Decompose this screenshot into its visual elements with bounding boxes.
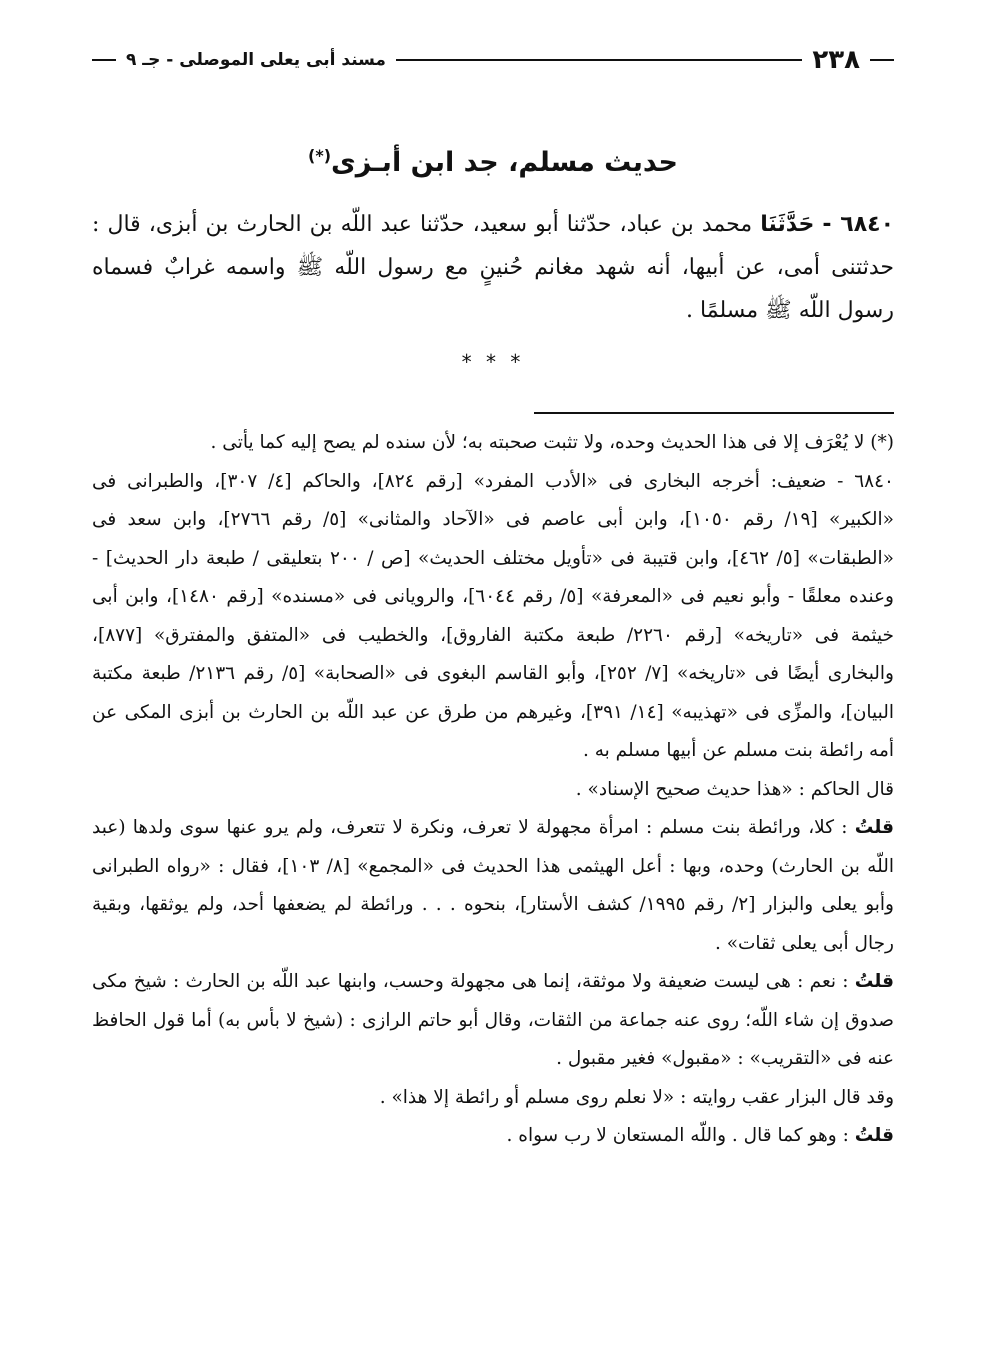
header-dash <box>92 59 116 61</box>
hadith-text: محمد بن عباد، حدّثنا أبو سعيد، حدّثنا عبد اللّه بن الحارث بن أبزى، قال : حدثتنى أمى، عن أبيها، أنه شهد مغانم حُنينٍ مع رسول اللّه ﷺ واسمه غرابٌ فسماه رسول اللّه ﷺ مسلمًا . <box>92 212 894 323</box>
qult-text: : وهو كما قال . واللّه المستعان لا رب سواه . <box>506 1125 849 1146</box>
footnote-chapter: (*) لا يُعْرَف إلا فى هذا الحديث وحده، ولا تثبت صحبته به؛ لأن سنده لم يصح إليه كما يأتى . <box>210 432 894 453</box>
chapter-title: حديث مسلم، جد ابن أبـزى <box>331 147 678 178</box>
footnotes <box>92 424 894 1156</box>
chapter-heading <box>92 136 894 183</box>
header-rule <box>396 59 802 61</box>
hadith-text-block <box>92 203 894 332</box>
footnote-takhrij: ٦٨٤٠ - ضعيف: أخرجه البخارى فى «الأدب المفرد» [رقم ٨٢٤]، والحاكم [٤/ ٣٠٧]، والطبرانى فى «الكبير» [١٩/ رقم ١٠٥٠]، وابن أبى عاصم فى «الآحاد والمثانى» [٥/ رقم ٢٧٦٦]، وابن سعد فى «الطبقات» [٥/ ٤٦٢]، وابن قتيبة فى «تأويل مختلف الحديث» [ص / ٢٠٠ بتعليقى / طبعة دار الحديث] - وعنده معلقًا - وأبو نعيم فى «المعرفة» [٥/ رقم ٦٠٤٤]، والرويانى فى «مسنده» [رقم ١٤٨٠]، وابن أبى خيثمة فى «تاريخه» [رقم ٢٢٦٠/ طبعة مكتبة الفاروق]، والخطيب فى «المتفق والمفترق» [٨٧٧]، والبخارى أيضًا فى «تاريخه» [٧/ ٢٥٢]، وأبو القاسم البغوى فى «الصحابة» [٥/ رقم ٢١٣٦/ طبعة مكتبة البيان]، والمزِّى فى «تهذيبه» [١٤/ ٣٩١]، وغيرهم من طرق عن عبد اللّه بن الحارث بن أبزى المكى عن أمه رائطة بنت مسلم عن أبيها مسلم به . <box>92 470 894 761</box>
hadith-lead-word: حَدَّثَنَا <box>760 212 815 237</box>
footnote-rule <box>534 412 894 414</box>
book-title: مسند أبى يعلى الموصلى - جـ ٩ <box>126 50 386 70</box>
section-separator: * * * <box>461 350 525 374</box>
qult-text: : كلا، ورائطة بنت مسلم : امرأة مجهولة لا تعرف، ونكرة لا تتعرف، ولم يرو عنها سوى ولدها (عبد اللّه بن الحارث) وحده، وبها : أعل الهيثمى هذا الحديث فى «المجمع» [٨/ ١٠٣]، فقال : «رواه الطبرانى وأبو يعلى والبزار [٢/ رقم ١٩٩٥/ كشف الأستار]، بنحوه . . . ورائطة لم يضعفها أحد، ولم يوثقها، وبقية رجال أبى يعلى ثقات» . <box>92 817 894 954</box>
hadith-number: ٦٨٤٠ - <box>822 212 895 237</box>
footnote-bazzar: وقد قال البزار عقب روايته : «لا نعلم روى مسلم أو رائطة إلا هذا» . <box>379 1086 894 1108</box>
footnote-qult-2 <box>92 963 894 1079</box>
footnote-hakim: قال الحاكم : «هذا حديث صحيح الإسناد» . <box>575 778 894 800</box>
qult-label: قلتُ <box>854 817 894 838</box>
qult-text: : نعم : هى ليست ضعيفة ولا موثقة، إنما هى مجهولة وحسب، وابنها عبد اللّه بن الحارث : شيخ مكى صدوق إن شاء اللّه؛ روى عنه جماعة من الثقات، وقال أبو حاتم الرازى : (شيخ لا بأس به) أما قول الحافظ عنه فى «التقريب» : «مقبول» فغير مقبول . <box>92 971 894 1069</box>
page-number: ٢٣٨ <box>812 45 860 75</box>
footnote-mark: (*) <box>308 146 332 165</box>
header-dash <box>870 59 894 61</box>
page <box>92 40 894 1156</box>
qult-label: قلتُ <box>854 1125 894 1146</box>
qult-label: قلتُ <box>854 971 894 992</box>
footnote-qult-3 <box>92 1117 894 1156</box>
footnote-qult-1 <box>92 809 894 963</box>
running-header <box>92 40 894 80</box>
